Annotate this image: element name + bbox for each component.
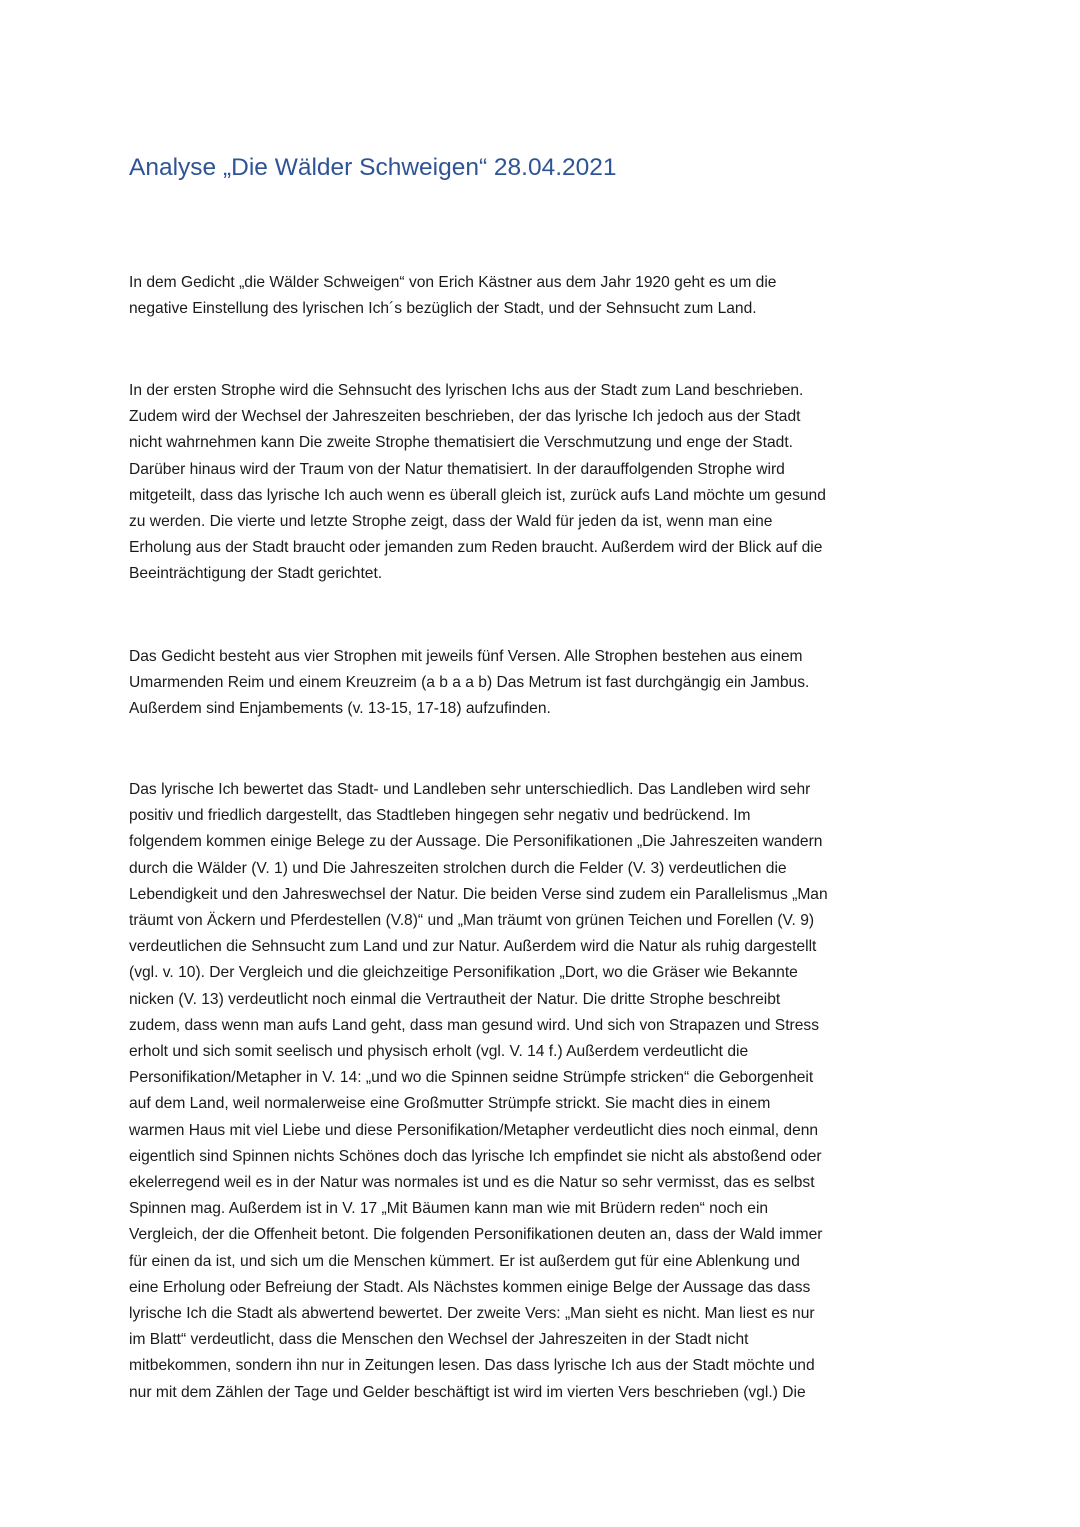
- paragraph-introduction: [129, 270, 959, 322]
- text-line: Zudem wird der Wechsel der Jahreszeiten beschrieben, der das lyrische Ich jedoch aus der Stadt: [129, 408, 801, 426]
- text-line: Erholung aus der Stadt braucht oder jemanden zum Reden braucht. Außerdem wird der Blick auf die: [129, 539, 823, 557]
- text-line: Das lyrische Ich bewertet das Stadt- und Landleben sehr unterschiedlich. Das Landleben wird sehr: [129, 781, 811, 798]
- text-line: lyrische Ich die Stadt als abwertend bewertet. Der zweite Vers: „Man sieht es nicht. Man liest es nur: [129, 1305, 815, 1323]
- text-line: verdeutlichen die Sehnsucht zum Land und zur Natur. Außerdem wird die Natur als ruhig dargestellt: [129, 938, 817, 956]
- text-line: Spinnen mag. Außerdem ist in V. 17 „Mit Bäumen kann man wie mit Brüdern reden“ noch ein: [129, 1200, 769, 1218]
- text-line: Außerdem sind Enjambements (v. 13-15, 17-18) aufzufinden.: [129, 700, 551, 718]
- text-line: im Blatt“ verdeutlicht, dass die Menschen den Wechsel der Jahreszeiten in der Stadt nicht: [129, 1331, 749, 1349]
- text-line: durch die Wälder (V. 1) und Die Jahreszeiten strolchen durch die Felder (V. 3) verdeutlichen die: [129, 859, 787, 877]
- text-line: In der ersten Strophe wird die Sehnsucht des lyrischen Ichs aus der Stadt zum Land beschrieben.: [129, 382, 804, 399]
- text-line: mitbekommen, sondern ihn nur in Zeitungen lesen. Das dass lyrische Ich aus der Stadt möchte und: [129, 1357, 815, 1375]
- text-line: erholt und sich somit seelisch und physisch erholt (vgl. V. 14 f.) Außerdem verdeutlicht die: [129, 1043, 749, 1061]
- text-line: Darüber hinaus wird der Traum von der Natur thematisiert. In der darauffolgenden Strophe wird: [129, 460, 785, 478]
- text-line: Vergleich, der die Offenheit betont. Die folgenden Personifikationen deuten an, dass der Wald immer: [129, 1226, 823, 1244]
- page-title: Analyse „Die Wälder Schweigen“ 28.04.2021: [129, 154, 617, 181]
- text-line: In dem Gedicht „die Wälder Schweigen“ von Erich Kästner aus dem Jahr 1920 geht es um die: [129, 274, 777, 291]
- paragraph-summary: [129, 378, 959, 588]
- text-line: Beeinträchtigung der Stadt gerichtet.: [129, 565, 383, 583]
- text-line: positiv und friedlich dargestellt, das Stadtleben hingegen sehr negativ und bedrückend. Im: [129, 807, 751, 825]
- text-line: Lebendigkeit und den Jahreswechsel der Natur. Die beiden Verse sind zudem ein Parallelismus „Man: [129, 885, 828, 903]
- text-line: eigentlich sind Spinnen nichts Schönes doch das lyrische Ich empfindet sie nicht als abstoßend oder: [129, 1147, 822, 1165]
- text-line: nicken (V. 13) verdeutlicht noch einmal die Vertrautheit der Natur. Die dritte Strophe beschreibt: [129, 990, 781, 1008]
- text-line: (vgl. v. 10). Der Vergleich und die gleichzeitige Personifikation „Dort, wo die Gräser wie Bekannte: [129, 964, 798, 982]
- text-line: Das Gedicht besteht aus vier Strophen mit jeweils fünf Versen. Alle Strophen bestehen aus einem: [129, 648, 803, 665]
- paragraph-form-analysis: [129, 644, 959, 723]
- text-line: Umarmenden Reim und einem Kreuzreim (a b a a b) Das Metrum ist fast durchgängig ein Jambus.: [129, 674, 810, 692]
- text-line: negative Einstellung des lyrischen Ich´s bezüglich der Stadt, und der Sehnsucht zum Land.: [129, 300, 757, 318]
- text-line: nur mit dem Zählen der Tage und Gelder beschäftigt ist wird im vierten Vers beschrieben (vgl.) Die: [129, 1383, 806, 1401]
- text-line: ekelerregend weil es in der Natur was normales ist und es die Natur so sehr vermisst, das es selbst: [129, 1174, 815, 1192]
- text-line: eine Erholung oder Befreiung der Stadt. Als Nächstes kommen einige Belge der Aussage das dass: [129, 1278, 811, 1296]
- text-line: zudem, dass wenn man aufs Land geht, dass man gesund wird. Und sich von Strapazen und Stress: [129, 1016, 819, 1034]
- text-line: träumt von Äckern und Pferdestellen (V.8)“ und „Man träumt von grünen Teichen und Forellen (V. 9): [129, 912, 815, 930]
- text-line: nicht wahrnehmen kann Die zweite Strophe thematisiert die Verschmutzung und enge der Stadt.: [129, 434, 793, 452]
- text-line: Personifikation/Metapher in V. 14: „und wo die Spinnen seidne Strümpfe stricken“ die Geborgenheit: [129, 1069, 814, 1087]
- text-line: zu werden. Die vierte und letzte Strophe zeigt, dass der Wald für jeden da ist, wenn man eine: [129, 513, 773, 531]
- paragraph-interpretation: [129, 777, 959, 1406]
- text-line: mitgeteilt, dass das lyrische Ich auch wenn es überall gleich ist, zurück aufs Land möchte um gesund: [129, 486, 826, 504]
- text-line: auf dem Land, weil normalerweise eine Großmutter Strümpfe strickt. Sie macht dies in einem: [129, 1095, 771, 1113]
- text-line: für einen da ist, und sich um die Menschen kümmert. Er ist außerdem gut für eine Ablenkung und: [129, 1252, 800, 1270]
- text-line: folgendem kommen einige Belege zu der Aussage. Die Personifikationen „Die Jahreszeiten wandern: [129, 833, 823, 851]
- text-line: warmen Haus mit viel Liebe und diese Personifikation/Metapher verdeutlicht dies noch einmal, denn: [129, 1121, 819, 1139]
